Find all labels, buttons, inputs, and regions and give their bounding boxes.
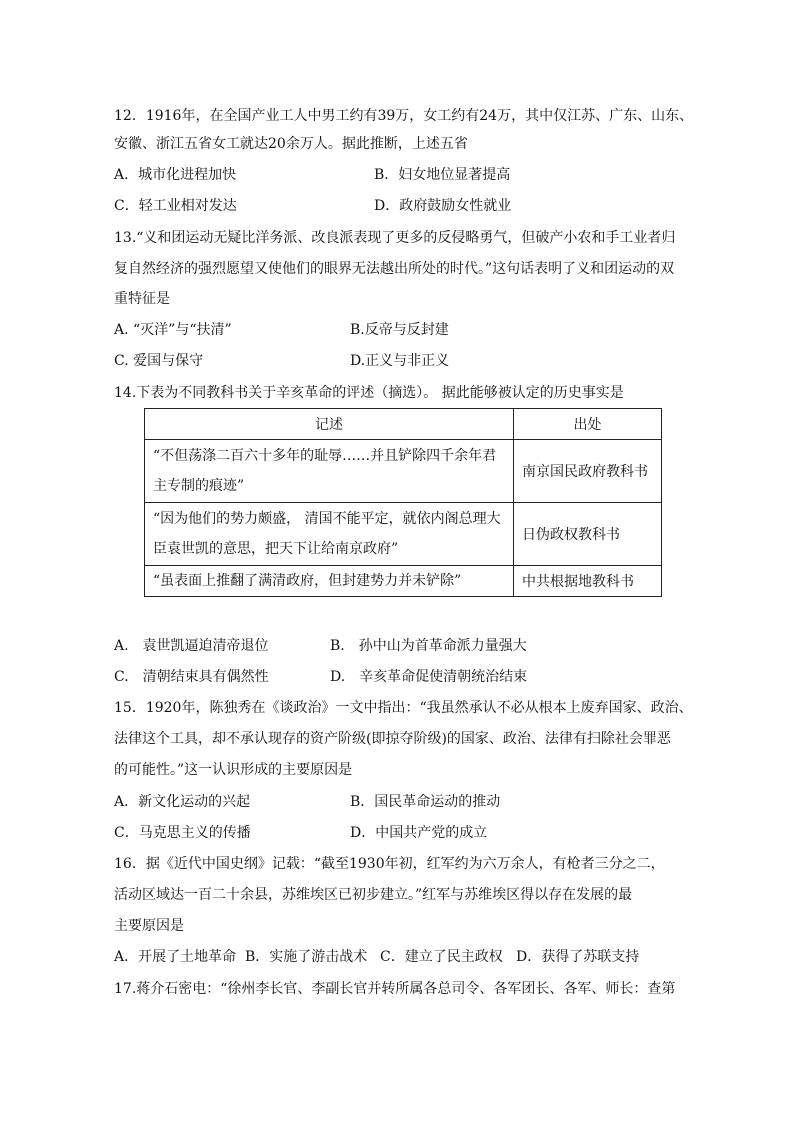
q13-option-b: B.反帝与反封建 — [350, 322, 449, 338]
table-row — [145, 503, 662, 566]
table-cell-source: 南京国民政府教科书 — [514, 440, 662, 503]
table-cell-quote — [145, 503, 514, 566]
q12-option-b: B．妇女地位显著提高 — [374, 167, 511, 183]
q14-option-d: D. 辛亥革命促使清朝统治结束 — [330, 669, 528, 685]
table-header-source: 出处 — [514, 409, 662, 440]
q12-option-c: C．轻工业相对发达 — [114, 198, 237, 214]
q15-option-a: A．新文化运动的兴起 — [114, 794, 251, 810]
q15-option-c: C．马克思主义的传播 — [114, 825, 251, 841]
table-header-row — [145, 409, 662, 440]
q12-option-d: D．政府鼓励女性就业 — [374, 198, 512, 214]
table-row — [145, 440, 662, 503]
q15-option-b: B．国民革命运动的推动 — [350, 794, 501, 810]
q16-stem-line1: 16．据《近代中国史纲》记载：“截至1930年初，红军约为六万余人，有枪者三分之二， — [114, 856, 665, 872]
q17-stem-line1: 17.蒋介石密电：“徐州李长官、李副长官并转所属各总司令、各军团长、各军、师长：查第 — [114, 981, 676, 997]
table-cell-source: 日伪政权教科书 — [514, 503, 662, 566]
table-header-narration: 记述 — [145, 409, 514, 440]
quote-line: 臣袁世凯的意思，把天下让给南京政府” — [153, 541, 399, 557]
q16-option-c: C．建立了民主政权 — [380, 949, 503, 965]
q12-option-a: A．城市化进程加快 — [114, 167, 237, 183]
quote-line: “因为他们的势力颇盛， 清国不能平定，就依内阁总理大 — [153, 511, 501, 527]
quote-line: “虽表面上推翻了满清政府，但封建势力并未铲除” — [153, 573, 462, 589]
q15-option-d: D．中国共产党的成立 — [350, 825, 488, 841]
quote-line: “不但荡涤二百六十多年的耻辱……并且铲除四千余年君 — [153, 448, 497, 464]
table-cell-quote — [145, 566, 514, 597]
q16-option-a: A．开展了土地革命 — [114, 949, 237, 965]
q14-option-c: C. 清朝结束具有偶然性 — [114, 669, 269, 685]
q15-stem-line3: 的可能性。”这一认识形成的主要原因是 — [114, 762, 353, 778]
q13-stem-line2: 复自然经济的强烈愿望又使他们的眼界无法越出所处的时代。”这句话表明了义和团运动的双 — [114, 261, 675, 277]
q16-stem-line2: 活动区域达一百二十余县，苏维埃区已初步建立。”红军与苏维埃区得以存在发展的最 — [114, 887, 633, 903]
table-row — [145, 566, 662, 597]
q13-stem-line3: 重特征是 — [114, 291, 170, 307]
q16-option-d: D．获得了苏联支持 — [516, 949, 640, 965]
q14-option-b: B. 孙中山为首革命派力量强大 — [330, 638, 527, 654]
q15-stem-line2: 法律这个工具，却不承认现存的资产阶级(即掠夺阶级)的国家、政治、法律有扫除社会罪恶 — [114, 731, 671, 747]
q13-option-d: D.正义与非正义 — [350, 353, 450, 369]
q12-stem-line2: 安徽、浙江五省女工就达20余万人。据此推断，上述五省 — [114, 136, 468, 152]
q13-stem-line1: 13.“义和团运动无疑比洋务派、改良派表现了更多的反侵略勇气，但破产小农和手工业者归 — [114, 230, 676, 246]
q12-stem-line1: 12．1916年，在全国产业工人中男工约有39万，女工约有24万，其中仅江苏、广东、山东、 — [114, 108, 694, 124]
table-cell-quote — [145, 440, 514, 503]
q13-option-a: A. “灭洋”与“扶清” — [114, 322, 232, 338]
q14-option-a: A. 袁世凯逼迫清帝退位 — [114, 638, 269, 654]
table-cell-source: 中共根据地教科书 — [514, 566, 662, 597]
q15-stem-line1: 15．1920年，陈独秀在《谈政治》一文中指出：“我虽然承认不必从根本上废弃国家、政治、 — [114, 700, 693, 716]
q14-stem: 14.下表为不同教科书关于辛亥革命的评述（摘选）。 据此能够被认定的历史事实是 — [114, 385, 624, 401]
q16-stem-line3: 主要原因是 — [114, 918, 184, 934]
q16-option-b: B．实施了游击战术 — [245, 949, 368, 965]
q14-source-table — [144, 408, 662, 597]
quote-line: 主专制的痕迹” — [153, 478, 245, 494]
q13-option-c: C. 爱国与保守 — [114, 353, 204, 369]
